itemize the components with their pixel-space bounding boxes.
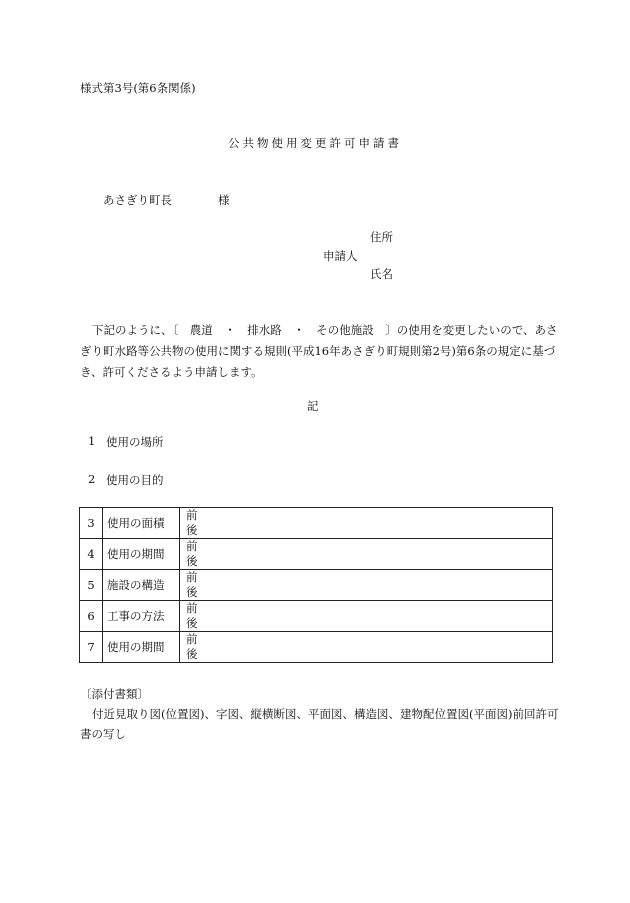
table-row [80,539,553,570]
item-label-place: 使用の場所 [106,435,164,449]
address-label: 住所 [370,230,393,244]
before-label: 前 [186,632,198,646]
request-body-text: 下記のように、〔 農道 ・ 排水路 ・ その他施設 〕の使用を変更したいので、あさぎり町水路等公共物の使用に関する規則(平成16年あさぎり町規則第2号)第6条の規定に基づき、許可くださるよう申請します。 [80,323,558,379]
row-number: 4 [80,539,103,570]
table-row [80,570,553,601]
before-label: 前 [186,508,198,522]
attachments-text: 付近見取り図(位置図)、字図、縦横断図、平面図、構造図、建物配位置図(平面図)前回許可書の写し [80,707,559,741]
attachments-heading: 〔添付書類〕 [80,687,149,701]
row-number: 7 [80,632,103,663]
item-label-purpose: 使用の目的 [106,473,164,487]
before-after-cell[interactable] [180,601,553,632]
table-row [80,601,553,632]
name-label: 氏名 [370,267,393,281]
after-label: 後 [186,554,198,568]
table-row [80,508,553,539]
row-label: 使用の期間 [103,632,180,663]
after-label: 後 [186,523,198,537]
before-after-cell[interactable] [180,570,553,601]
applicant-label: 申請人 [323,249,358,263]
after-label: 後 [186,616,198,630]
page-title: 公共物使用変更許可申請書 [228,136,402,150]
change-details-table [79,507,553,663]
before-label: 前 [186,539,198,553]
row-number: 3 [80,508,103,539]
ki-heading: 記 [307,399,319,413]
row-number: 5 [80,570,103,601]
row-label: 施設の構造 [103,570,180,601]
addressee-name: あさぎり町長 [103,193,172,207]
table-row [80,632,553,663]
item-number: 1 [88,434,96,448]
before-after-cell[interactable] [180,632,553,663]
addressee-honorific: 様 [218,193,230,207]
row-label: 工事の方法 [103,601,180,632]
before-label: 前 [186,601,198,615]
row-label: 使用の面積 [103,508,180,539]
after-label: 後 [186,647,198,661]
item-number: 2 [88,472,96,486]
before-label: 前 [186,570,198,584]
row-number: 6 [80,601,103,632]
before-after-cell[interactable] [180,539,553,570]
after-label: 後 [186,585,198,599]
form-number: 様式第3号(第6条関係) [80,81,196,95]
row-label: 使用の期間 [103,539,180,570]
before-after-cell[interactable] [180,508,553,539]
